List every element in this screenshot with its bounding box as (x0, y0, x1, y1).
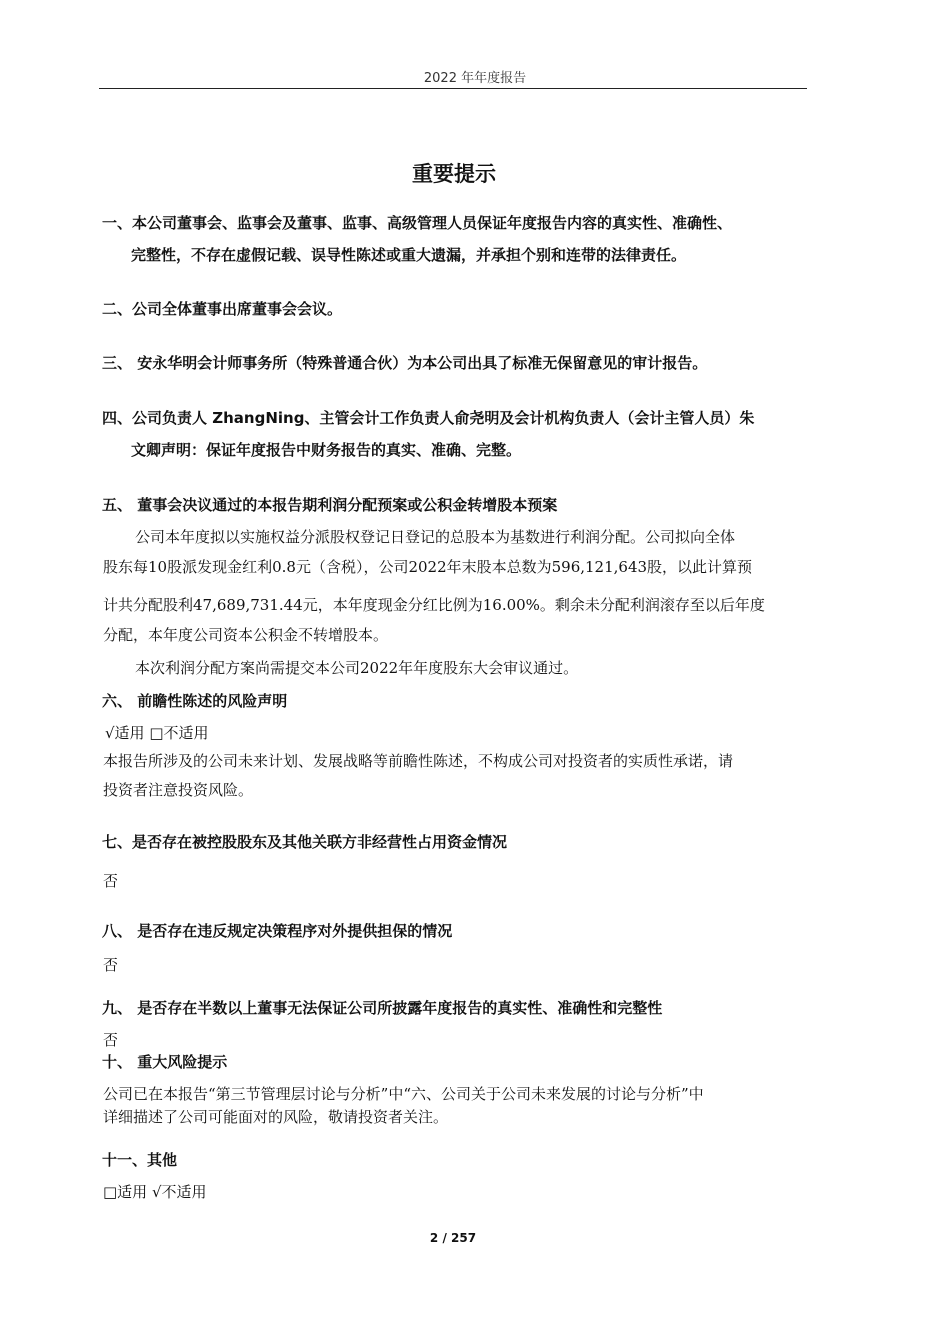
section-6-applicability: √适用 □不适用 (105, 724, 209, 742)
section-9-answer: 否 (103, 1031, 119, 1049)
section-10-para-line-1: 公司已在本报告“第三节管理层讨论与分析”中“六、公司关于公司未来发展的讨论与分析”中 (103, 1085, 704, 1103)
section-9-heading: 九、 是否存在半数以上董事无法保证公司所披露年度报告的真实性、准确性和完整性 (102, 999, 663, 1017)
section-7-heading: 七、是否存在被控股股东及其他关联方非经营性占用资金情况 (102, 833, 508, 851)
section-11-heading: 十一、其他 (102, 1151, 178, 1169)
section-10-heading: 十、 重大风险提示 (102, 1053, 228, 1071)
section-6-para-line-1: 本报告所涉及的公司未来计划、发展战略等前瞻性陈述，不构成公司对投资者的实质性承诺，请 (103, 752, 734, 770)
section-10-para-line-2: 详细描述了公司可能面对的风险，敬请投资者关注。 (103, 1108, 449, 1126)
section-6-heading: 六、 前瞻性陈述的风险声明 (102, 692, 288, 710)
section-2: 二、公司全体董事出席董事会会议。 (102, 300, 343, 318)
section-8-heading: 八、 是否存在违反规定决策程序对外提供担保的情况 (102, 922, 453, 940)
section-5-para-line-5: 本次利润分配方案尚需提交本公司2022年年度股东大会审议通过。 (135, 659, 579, 677)
section-3: 三、 安永华明会计师事务所（特殊普通合伙）为本公司出具了标准无保留意见的审计报告。 (102, 354, 708, 372)
page-number: 2 / 257 (429, 1231, 477, 1245)
section-11-applicability: □适用 √不适用 (103, 1183, 207, 1201)
section-4-line-1: 四、公司负责人 ZhangNing、主管会计工作负责人俞尧明及会计机构负责人（会计主管人员）朱 (102, 409, 755, 427)
section-5-para-line-3: 计共分配股利47,689,731.44元，本年度现金分红比例为16.00%。剩余未分配利润滚存至以后年度 (103, 596, 765, 614)
section-4-line-2: 文卿声明：保证年度报告中财务报告的真实、准确、完整。 (131, 441, 522, 459)
section-6-para-line-2: 投资者注意投资风险。 (103, 781, 254, 799)
section-5-para-line-4: 分配，本年度公司资本公积金不转增股本。 (103, 626, 389, 644)
header-rule (99, 88, 807, 89)
section-7-answer: 否 (103, 872, 119, 890)
section-1-line-1: 一、本公司董事会、监事会及董事、监事、高级管理人员保证年度报告内容的真实性、准确性、 (102, 214, 733, 232)
page-title: 重要提示 (412, 162, 496, 186)
section-5-heading: 五、 董事会决议通过的本报告期利润分配预案或公积金转增股本预案 (102, 496, 558, 514)
section-5-para-line-2: 股东每10股派发现金红利0.8元（含税），公司2022年末股本总数为596,121,643股，以此计算预 (103, 558, 753, 576)
section-8-answer: 否 (103, 956, 119, 974)
running-header: 2022 年年度报告 (423, 71, 527, 86)
section-5-para-line-1: 公司本年度拟以实施权益分派股权登记日登记的总股本为基数进行利润分配。公司拟向全体 (135, 528, 736, 546)
section-1-line-2: 完整性，不存在虚假记载、误导性陈述或重大遗漏，并承担个别和连带的法律责任。 (131, 246, 687, 264)
